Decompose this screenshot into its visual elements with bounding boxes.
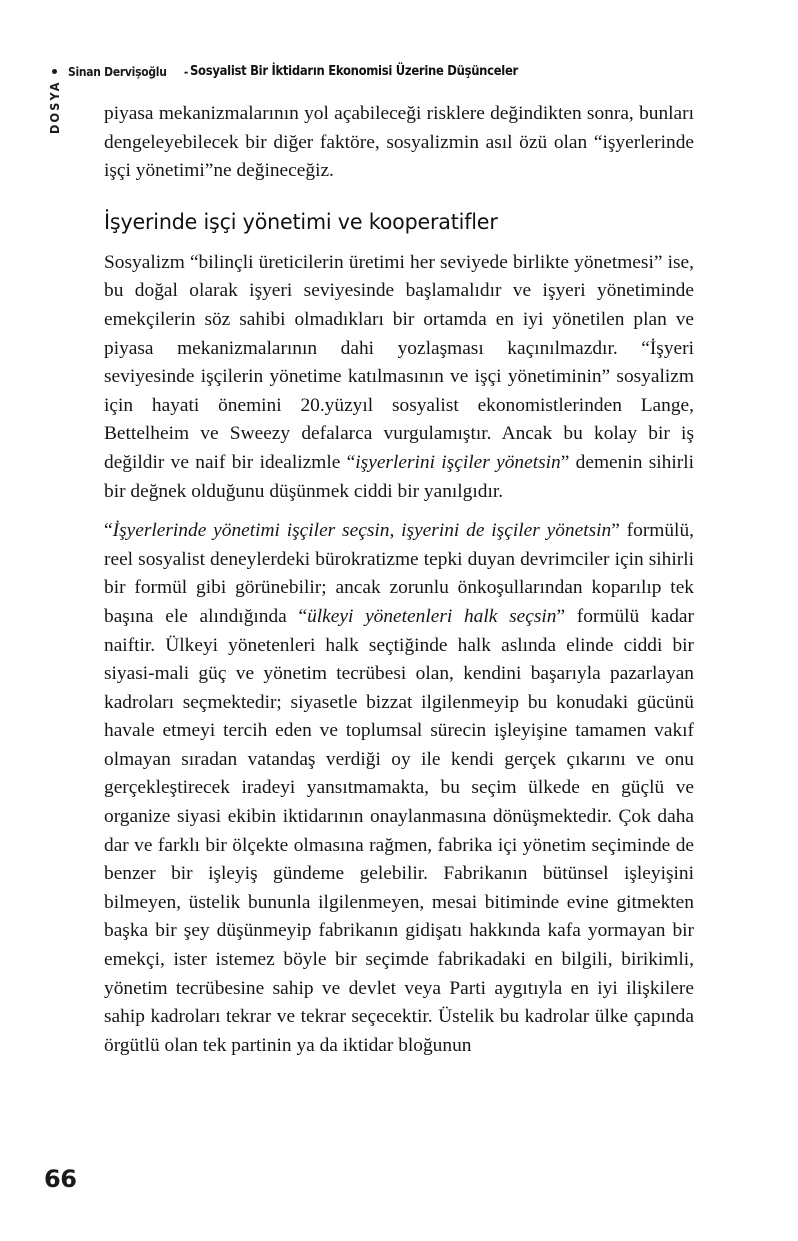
text-column xyxy=(104,100,694,1060)
paragraph-body-2-part-1: “ xyxy=(104,520,113,542)
paragraph-body-2-italic-1: İşyerlerinde yönetimi işçiler seçsin, işyerini de işçiler yönetsin xyxy=(112,520,612,542)
paragraph-body-1 xyxy=(104,249,694,506)
paragraph-body-1-part-1: Sosyalizm “bilinçli üreticilerin üretimi her seviyede birlikte yönetmesi” ise, bu doğal olarak işyeri seviyesinde başlamalıdır ve işyeri yönetiminde emekçilerin söz sahibi olmadıkları bir ortamda en iyi yönetilen plan ve piyasa mekanizmalarının dahi yozlaşması kaçınılmazdır. “İşyeri seviyesinde işçilerin yönetime katılmasının ve işçi yönetiminin” sosyalizm için hayati önemini 20.yüzyıl sosyalist ekonomistlerinden Lange, Bettelheim ve Sweezy defalarca vurgulamıştır. Ancak bu kolay bir iş değildir ve naif bir idealizmle “ xyxy=(104,251,694,473)
paragraph-body-2-part-2: ” formülü, reel sosyalist deneylerdeki bürokratizme tepki duyan devrimciler için sihirli bir formül gibi görünebilir; ancak zorunlu önkoşullarından koparılıp tek başına ele alındığında “ xyxy=(104,520,694,627)
running-header xyxy=(52,60,752,82)
page-number: 66 xyxy=(44,1165,77,1193)
section-heading: İşyerinde işçi yönetimi ve kooperatifler xyxy=(104,209,498,235)
section-tab-label: DOSYA xyxy=(46,80,62,134)
header-author: Sinan Dervişoğlu xyxy=(68,63,167,79)
section-tab xyxy=(43,75,65,139)
paragraph-body-2-part-3: ” formülü kadar naiftir. Ülkeyi yönetenleri halk seçtiğinde halk aslında elinde ciddi bir siyasi-mali güç ve yönetim tecrübesi olan, kendini başarıyla pazarlayan kadroları seçmektedir; siyasetle bizzat ilgilenmeyip bu konudaki gücünü havale etmeyi tercih eden ve toplumsal sürecin işleyişine tamamen vakıf olmayan sıradan vatandaş verdiği oy ile kendi gerçek çıkarını ve onu gerçekleştirecek iradeyi yansıtmamakta, bu seçim ülkede en güçlü ve organize siyasi ekibin iktidarının onaylanmasına dönüşmektedir. Çok daha dar ve farklı bir ölçekte olmasına rağmen, fabrika içi yönetim seçiminde de benzer bir işleyiş gündeme gelebilir. Fabrikanın bütünsel işleyişini bilmeyen, üstelik bununla ilgilenmeyen, mesai bitiminde evine gitmekten başka bir şey düşünmeyip fabrikanın gidişatı hakkında kafa yormayan bir emekçi, ister istemez böyle bir seçimde fabrikadaki en bilgili, birikimli, yönetim tecrübesine sahip ve devlet veya Parti aygıtıyla en iyi ilişkilere sahip kadroları tekrar ve tekrar seçecektir. Üstelik bu kadrolar ülke çapında örgütlü olan tek partinin ya da iktidar bloğunun xyxy=(104,605,694,1056)
bullet-icon xyxy=(52,69,57,74)
paragraph-body-1-italic-1: işyerlerini işçiler yönetsin xyxy=(355,451,561,473)
paragraph-intro: piyasa mekanizmalarının yol açabileceği risklere değindikten sonra, bunları dengeleyebilecek bir diğer faktöre, sosyalizmin asıl özü olan “işyerlerinde işçi yönetimi”ne değineceğiz. xyxy=(104,103,694,182)
header-separator: - xyxy=(183,63,189,79)
header-article-title: Sosyalist Bir İktidarın Ekonomisi Üzerine Düşünceler xyxy=(189,63,518,79)
paragraph-body-2-italic-2: ülkeyi yönetenleri halk seçsin xyxy=(307,605,557,627)
paragraph-body-2 xyxy=(104,517,694,1060)
paragraph-body-1-part-2: ” demenin sihirli bir değnek olduğunu düşünmek ciddi bir yanılgıdır. xyxy=(104,451,694,502)
